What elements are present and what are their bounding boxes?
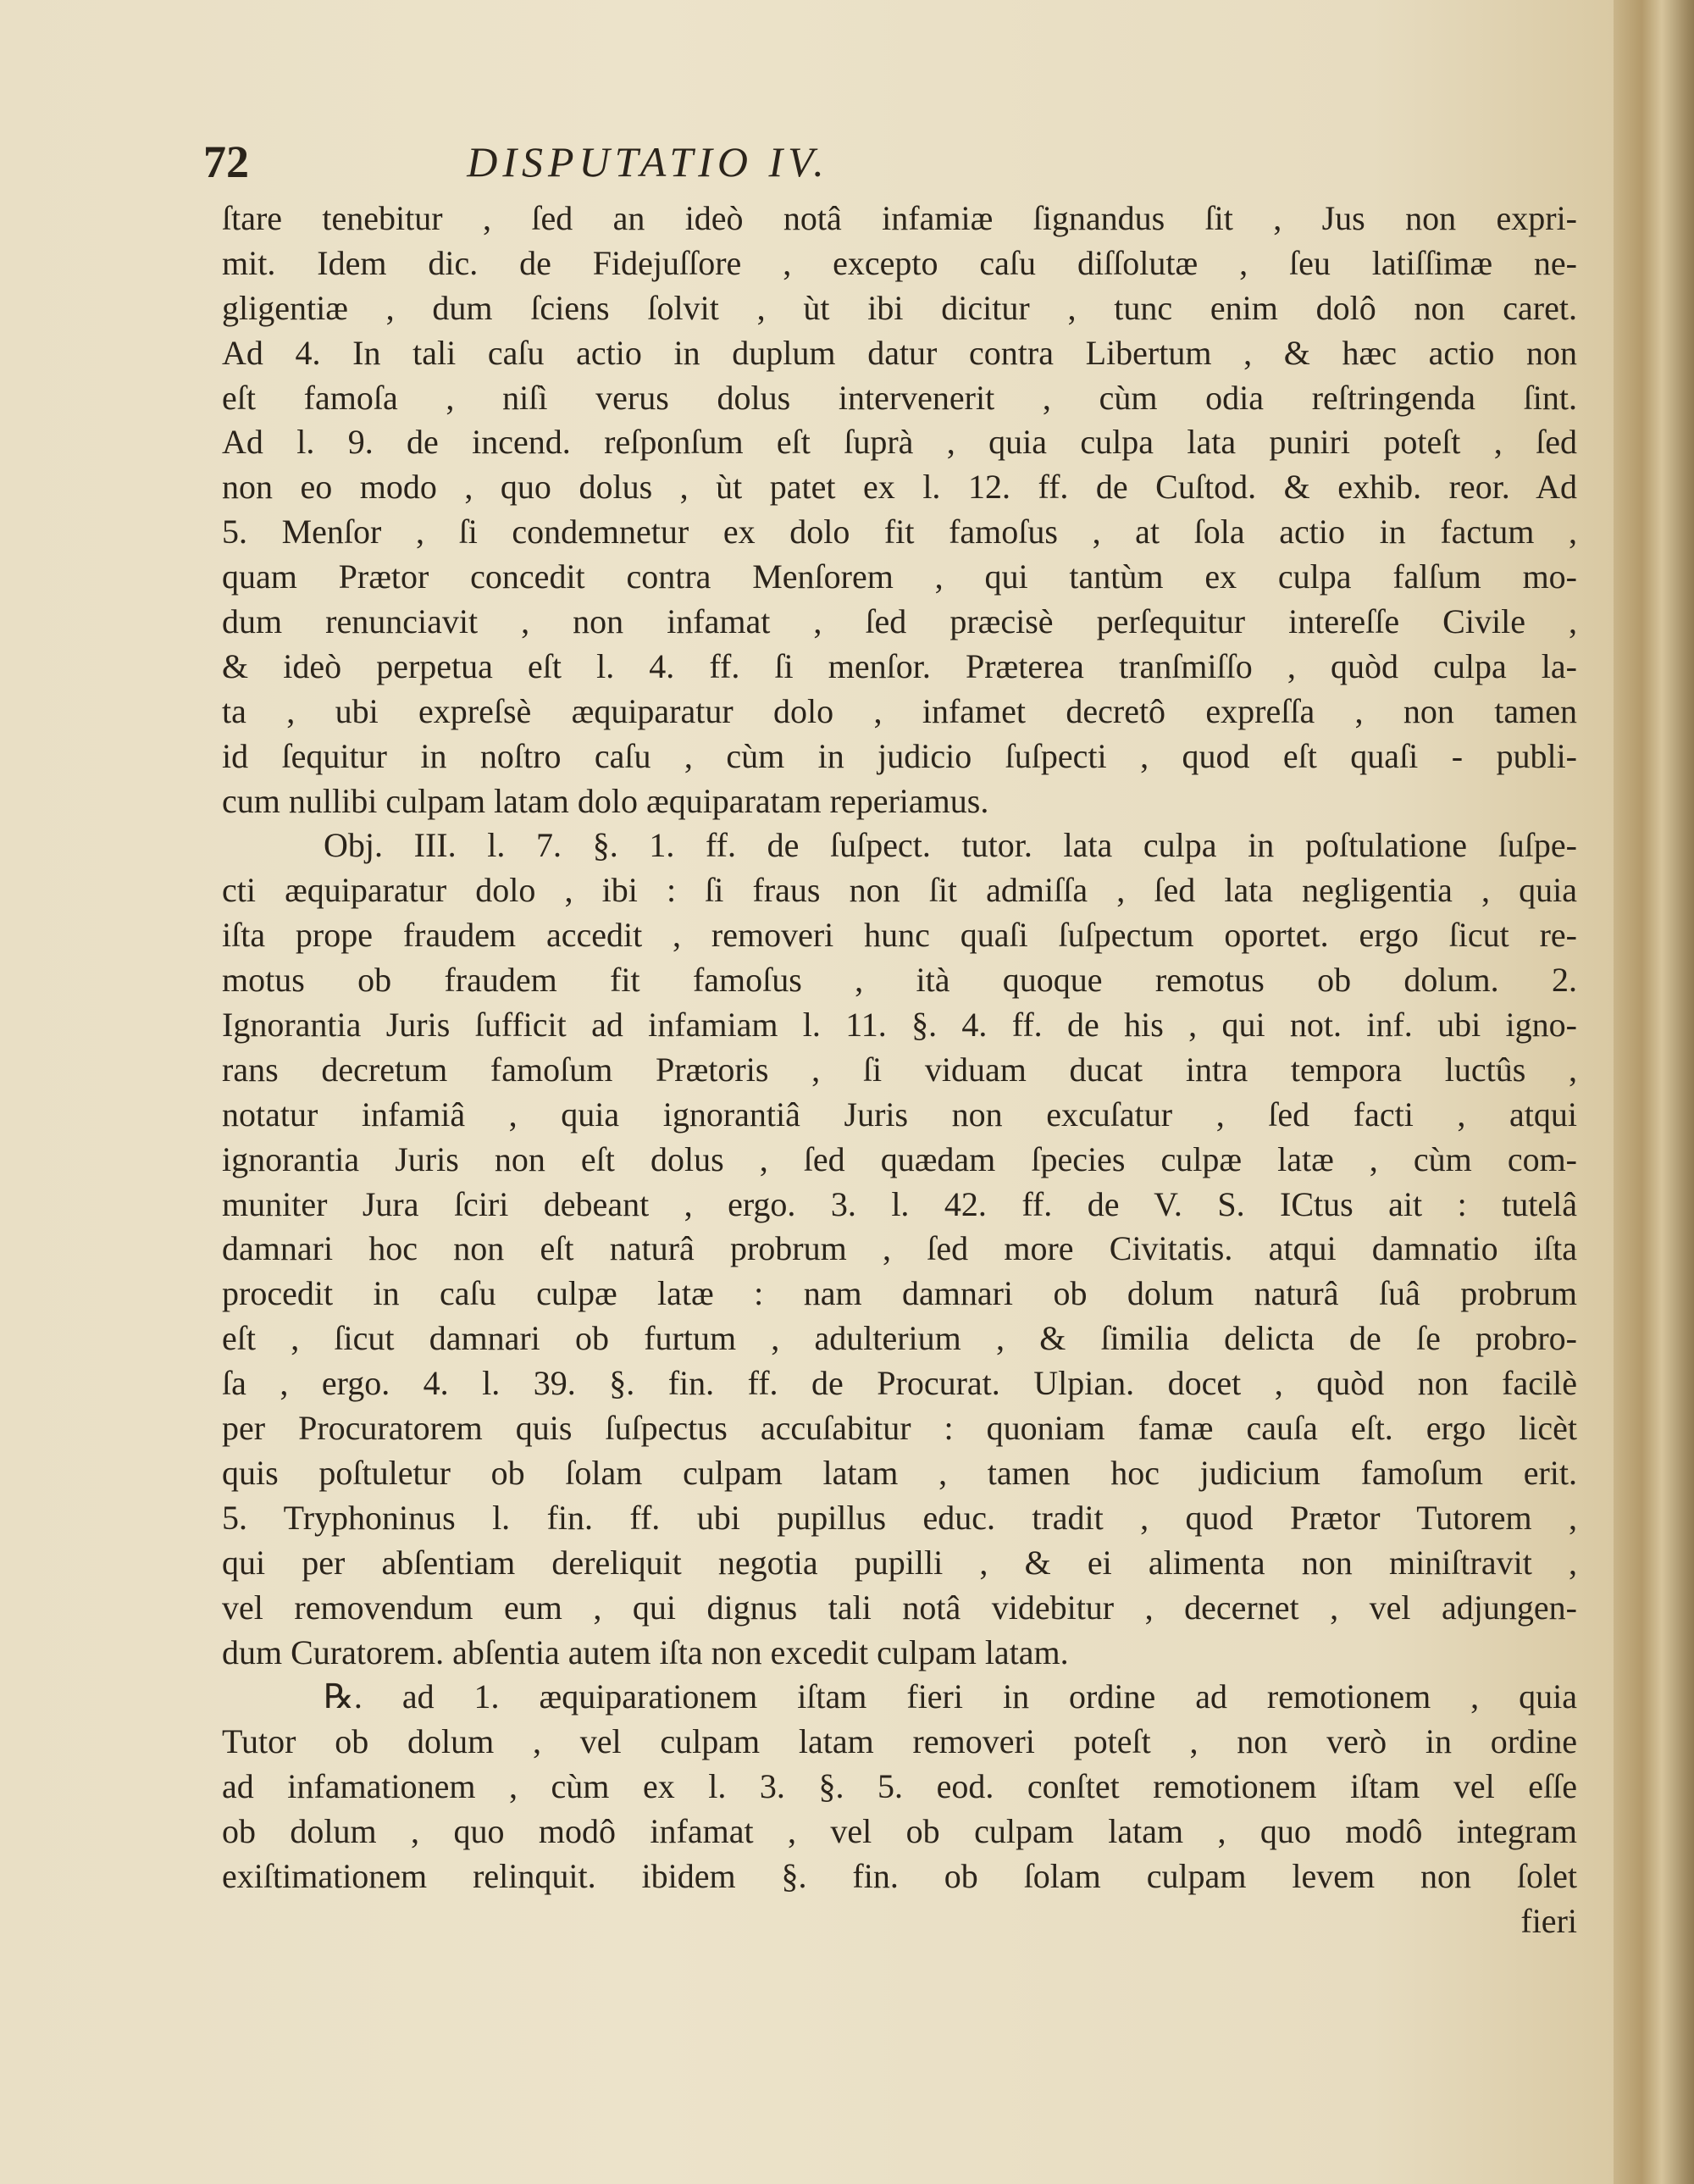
text-line: qui per abſentiam dereliquit negotia pupilli , & ei alimenta non miniſtravit , xyxy=(222,1543,1577,1582)
text-line: ignorantia Juris non eſt dolus , ſed quædam ſpecies culpæ latæ , cùm com- xyxy=(222,1139,1577,1178)
text-line: eſt famoſa , niſì verus dolus intervenerit , cùm odia reſtringenda ſint. xyxy=(222,378,1577,417)
text-line: & ideò perpetua eſt l. 4. ff. ſi menſor. Præterea tranſmiſſo , quòd culpa la- xyxy=(222,646,1577,685)
text-line: rans decretum famoſum Prætoris , ſi viduam ducat intra tempora luctûs , xyxy=(222,1050,1577,1089)
page-number: 72 xyxy=(203,136,249,187)
text-line: ta , ubi expreſsè æquiparatur dolo , infamet decretô expreſſa , non tamen xyxy=(222,691,1577,730)
text-line: exiſtimationem relinquit. ibidem §. fin. ob ſolam culpam levem non ſolet xyxy=(222,1856,1577,1895)
text-line: iſta prope fraudem accedit , removeri hunc quaſi ſuſpectum oportet. ergo ſicut re- xyxy=(222,916,1577,955)
text-line: fieri xyxy=(1520,1901,1577,1940)
book-spine-shadow xyxy=(1614,0,1694,2184)
text-line: Ad 4. In tali caſu actio in duplum datur contra Libertum , & hæc actio non xyxy=(222,333,1577,372)
text-line: Tutor ob dolum , vel culpam latam removeri poteſt , non verò in ordine xyxy=(222,1722,1577,1761)
text-line: dum renunciavit , non infamat , ſed præcisè perſequitur intereſſe Civile , xyxy=(222,602,1577,641)
text-line: 5. Tryphoninus l. fin. ff. ubi pupillus educ. tradit , quod Prætor Tutorem , xyxy=(222,1498,1577,1537)
text-line: gligentiæ , dum ſciens ſolvit , ùt ibi dicitur , tunc enim dolô non caret. xyxy=(222,288,1577,327)
text-line: notatur infamiâ , quia ignorantiâ Juris non excuſatur , ſed facti , atqui xyxy=(222,1095,1577,1134)
body-text xyxy=(222,197,1577,1944)
text-line: cti æquiparatur dolo , ibi : ſi fraus non ſit admiſſa , ſed lata negligentia , quia xyxy=(222,871,1577,910)
text-line: 5. Menſor , ſi condemnetur ex dolo fit famoſus , at ſola actio in factum , xyxy=(222,513,1577,552)
text-line: quis poſtuletur ob ſolam culpam latam , tamen hoc judicium famoſum erit. xyxy=(222,1453,1577,1492)
text-line: Ignorantia Juris ſufficit ad infamiam l. 11. §. 4. ff. de his , qui not. inf. ubi igno- xyxy=(222,1006,1577,1045)
text-line: ſa , ergo. 4. l. 39. §. fin. ff. de Procurat. Ulpian. docet , quòd non facilè xyxy=(222,1364,1577,1403)
text-line: muniter Jura ſciri debeant , ergo. 3. l. 42. ff. de V. S. ICtus ait : tutelâ xyxy=(222,1184,1577,1223)
text-line: Obj. III. l. 7. §. 1. ff. de ſuſpect. tutor. lata culpa in poſtulatione ſuſpe- xyxy=(324,826,1577,865)
text-line: dum Curatorem. abſentia autem iſta non excedit culpam latam. xyxy=(222,1632,1069,1671)
text-line: per Procuratorem quis ſuſpectus accuſabitur : quoniam famæ cauſa eſt. ergo licèt xyxy=(222,1409,1577,1448)
text-line: cum nullibi culpam latam dolo æquiparatam reperiamus. xyxy=(222,781,989,820)
running-title: DISPUTATIO IV. xyxy=(467,138,829,186)
text-line: ℞. ad 1. æquiparationem iſtam fieri in ordine ad remotionem , quia xyxy=(324,1677,1577,1716)
text-line: id ſequitur in noſtro caſu , cùm in judicio ſuſpecti , quod eſt quaſi - publi- xyxy=(222,736,1577,775)
text-line: damnari hoc non eſt naturâ probrum , ſed more Civitatis. atqui damnatio iſta xyxy=(222,1229,1577,1268)
text-line: Ad l. 9. de incend. reſponſum eſt ſuprà , quia culpa lata puniri poteſt , ſed xyxy=(222,423,1577,462)
text-line: non eo modo , quo dolus , ùt patet ex l. 12. ff. de Cuſtod. & exhib. reor. Ad xyxy=(222,468,1577,507)
text-line: mit. Idem dic. de Fidejuſſore , excepto caſu diſſolutæ , ſeu latiſſimæ ne- xyxy=(222,243,1577,282)
text-line: motus ob fraudem fit famoſus , ità quoque remotus ob dolum. 2. xyxy=(222,961,1577,1000)
text-line: ad infamationem , cùm ex l. 3. §. 5. eod. conſtet remotionem iſtam vel eſſe xyxy=(222,1767,1577,1806)
text-line: eſt , ſicut damnari ob furtum , adulterium , & ſimilia delicta de ſe probro- xyxy=(222,1319,1577,1358)
page-header xyxy=(203,136,1558,195)
text-line: vel removendum eum , qui dignus tali notâ videbitur , decernet , vel adjungen- xyxy=(222,1588,1577,1627)
text-line: ob dolum , quo modô infamat , vel ob culpam latam , quo modô integram xyxy=(222,1812,1577,1851)
text-line: ſtare tenebitur , ſed an ideò notâ infamiæ ſignandus ſit , Jus non expri- xyxy=(222,199,1577,237)
text-line: quam Prætor concedit contra Menſorem , qui tantùm ex culpa falſum mo- xyxy=(222,557,1577,596)
text-line: procedit in caſu culpæ latæ : nam damnari ob dolum naturâ ſuâ probrum xyxy=(222,1274,1577,1313)
